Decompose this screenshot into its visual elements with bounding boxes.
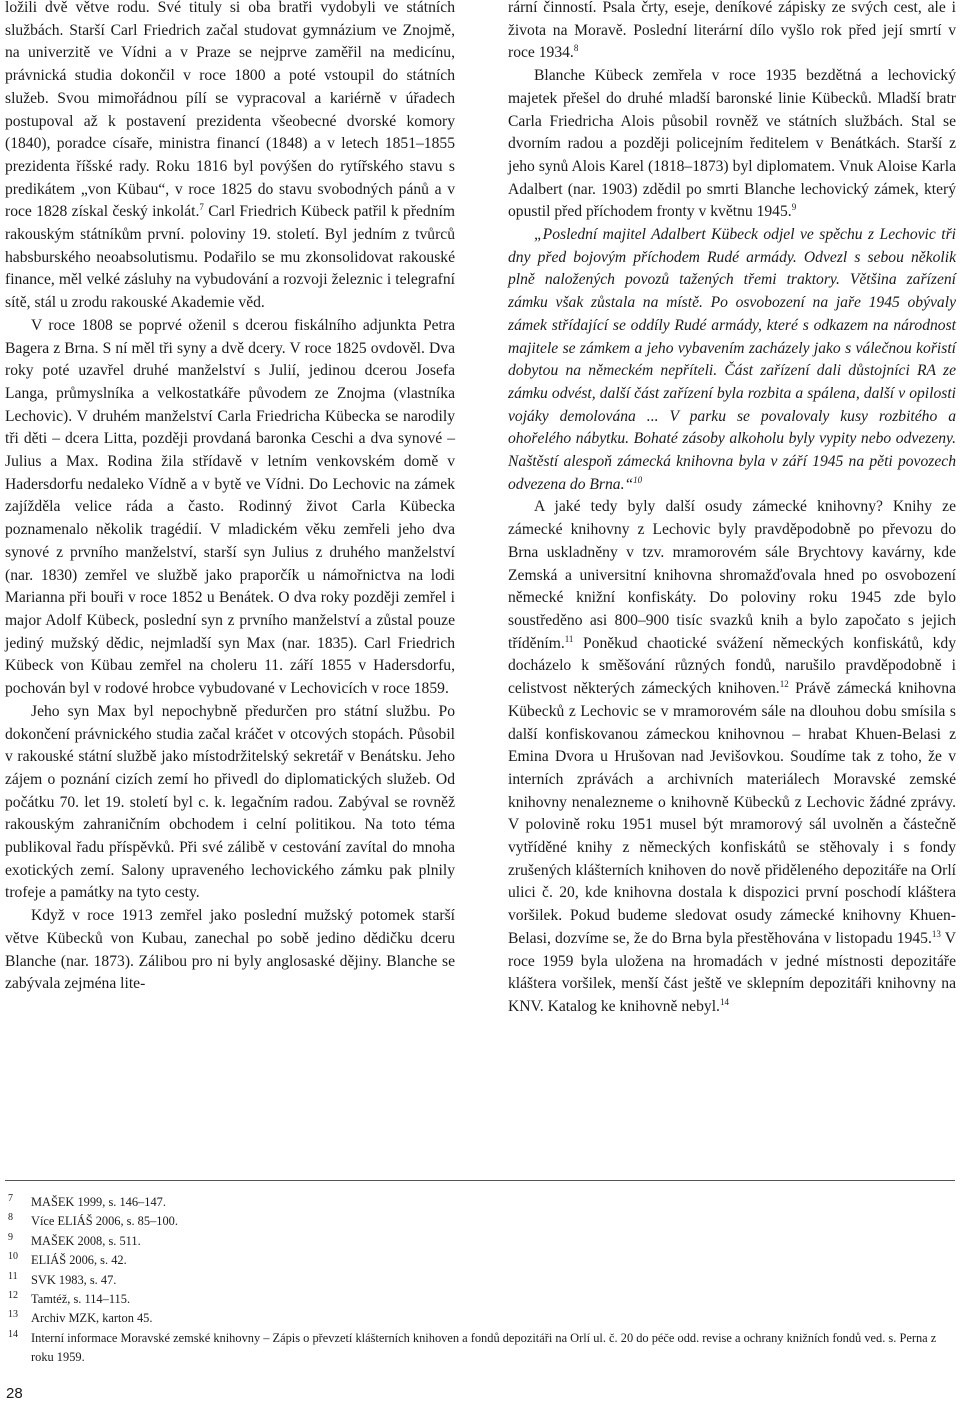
paragraph-text: Poněkud chaotické svážení německých konfiskátů, kdy docházelo k směšování různých fondů, narušilo pravděpodobně i celistvost některých zámeckých knihoven. bbox=[508, 634, 956, 698]
quotation-text: „Poslední majitel Adalbert Kübeck odjel ve spěchu z Lechovic tři dny před bojovým příchodem Rudé armády. Odvezl s sebou několik plně naložených povozů tažených třemi traktory. Většina zařízení zámku však zůstala na místě. Po osvobození na jaře 1945 obývaly zámek střídající se oddíly Rudé armády, které s odkazem na národnost majitele se zámkem a jeho vybavením zacházely jako s válečnou kořistí dobytou na německém nepříteli. Část zařízení dali důstojníci RA ze zámku odvést, další část zařízení byla rozbita a spálena, další v opilosti vojáky demolována ... V parku se povalovaly kusy rozbitého a ohořelého nábytku. Bohaté zásoby alkoholu byly vypity nebo odvezeny. Naštěstí alespoň zámecká knihovna byla v září 1945 na pěti povozech odvezena do Brna.“ bbox=[508, 226, 956, 493]
footnote-ref[interactable]: 12 bbox=[779, 679, 789, 690]
footnotes-section bbox=[8, 1193, 953, 1368]
footnote-ref[interactable]: 13 bbox=[931, 928, 941, 939]
footnote-number: 14 bbox=[8, 1328, 18, 1340]
paragraph bbox=[508, 0, 956, 65]
paragraph: Když v roce 1913 zemřel jako poslední mužský potomek starší větve Kübecků von Kubau, zanechal po sobě jedino dědičku dceru Blanche (nar. 1873). Zálibou pro ni byly anglosaské dějiny. Blanche se zabývala zejména lite- bbox=[5, 907, 455, 993]
footnote bbox=[8, 1290, 953, 1309]
footnote bbox=[8, 1193, 953, 1212]
footnote-number: 12 bbox=[8, 1290, 18, 1302]
footnote-text: Archiv MZK, karton 45. bbox=[31, 1311, 153, 1326]
footnote-text: Více ELIÁŠ 2006, s. 85–100. bbox=[31, 1214, 178, 1229]
footnote-text: ELIÁŠ 2006, s. 42. bbox=[31, 1253, 127, 1268]
paragraph-text: ložili dvě větve rodu. Své tituly si oba bratři vydobyli ve státních službách. Starší Carl Friedrich začal studovat gymnázium ve Znojmě, na univerzitě ve Vídni a v Praze se nejprve zaměřil na medicínu, právnická studia dokončil v roce 1800 a poté vstoupil do státních služeb. Svou mimořádnou pílí se vypracoval a kariérně v úřadech postupoval až k postavení prezidenta všeobecné dvorské komory (1840), poradce císaře, ministra financí (1848) a v letech 1851–1855 prezidenta říšské rady. Roku 1816 byl povýšen do rytířského stavu s predikátem „von Kübau“, v roce 1825 do stavu svobodných pánů a v roce 1828 získal český inkolát. bbox=[5, 0, 455, 221]
footnote-text: Tamtéž, s. 114–115. bbox=[31, 1292, 131, 1307]
page-number: 28 bbox=[6, 1385, 23, 1402]
footnote-number: 11 bbox=[8, 1270, 18, 1282]
paragraph: Jeho syn Max byl nepochybně předurčen pro státní službu. Po dokončení právnického studia začal kráčet v otcových stopách. Působil v rakouské státní službě jako místodržitelský sekretář v Benátsku. Jeho zájem o poznání cizích zemí ho přivedl do diplomatických služeb. Od počátku 70. let 19. století byl c. k. legačním radou. Zabýval se rovněž rakouským zahraničním obchodem i celní politikou. Na toto téma publikoval řadu příspěvků. Při své zálibě v cestování zavítal do mnoha exotických zemí. Salony upraveného lechovického zámku pak plnily trofeje a památky na tyto cesty. bbox=[5, 702, 455, 902]
paragraph-text: Právě zámecká knihovna Kübecků z Lechovic se v mramorovém sále na dlouhou dobu smísila s další konfiskovanou zámeckou knihovnou – hrabat Khuen-Belasi z Emina Dvora u Hrušovan nad Jevišovkou. Soudíme tak z toho, že v interních zprávách a archivních materiálech Moravské zemské knihovny nenalezneme o knihovně Kübecků z Lechovic žádné zprávy. V polovině roku 1951 musel být mramorový sál uvolněn a částečně vytříděné knihy z německých konfiskátů se stěhovaly i s fondy zrušených klášterních knihoven do nově přiděleného depozitáře na Orlí ulici č. 20, kde knihovna dostala k dispozici první poschodí kláštera voršilek. Pokud budeme sledovat osudy zámecké knihovny Khuen-Belasi, dozvíme se, že do Brna byla přestěhována v listopadu 1945. bbox=[508, 680, 956, 947]
footnote-number: 13 bbox=[8, 1309, 18, 1321]
footnote bbox=[8, 1309, 953, 1328]
footnote-ref[interactable]: 7 bbox=[199, 202, 204, 213]
footnote-text: MAŠEK 2008, s. 511. bbox=[31, 1233, 141, 1248]
footnote-ref[interactable]: 11 bbox=[564, 633, 574, 644]
footnote bbox=[8, 1232, 953, 1251]
footnote bbox=[8, 1271, 953, 1290]
footnote-number: 10 bbox=[8, 1251, 18, 1263]
footnote-text: Interní informace Moravské zemské knihovny – Zápis o převzetí klášterních knihoven a fondů depozitáři na Orlí ul. č. 20 do péče odd. revise a ochrany knižních fondů ved. s. Perna z roku 1959. bbox=[31, 1330, 937, 1365]
footnote-number: 9 bbox=[8, 1231, 13, 1243]
paragraph bbox=[508, 496, 956, 1018]
paragraph bbox=[508, 65, 956, 224]
right-text-column bbox=[508, 0, 956, 1019]
paragraph-text: A jaké tedy byly další osudy zámecké knihovny? Knihy ze zámecké knihovny z Lechovic byly pravděpodobně po převozu do Brna uskladněny v tzv. mramorovém sále Brychtovy kavárny, kde Zemská a universitní knihovna shromažďovala hned po osvobození německé knižní konfiskáty. Do poloviny roku 1945 zde bylo soustředěno asi 800–900 tisíc svazků knih a bylo započato s jejich tříděním. bbox=[508, 498, 956, 652]
footnote bbox=[8, 1212, 953, 1231]
left-text-column bbox=[5, 0, 455, 996]
quotation-paragraph bbox=[508, 224, 956, 496]
paragraph bbox=[5, 0, 455, 315]
footnote-separator bbox=[5, 1180, 955, 1181]
footnote-number: 8 bbox=[8, 1212, 13, 1224]
footnote bbox=[8, 1251, 953, 1270]
paragraph-text: V roce 1959 byla uložena na hromadách v jedné místnosti depozitáře kláštera voršilek, menší část ještě ve sklepním depozitáři knihovny na KNV. Katalog ke knihovně nebyl. bbox=[508, 929, 956, 1015]
footnote-ref[interactable]: 9 bbox=[791, 202, 797, 213]
footnote-text: MAŠEK 1999, s. 146–147. bbox=[31, 1195, 166, 1209]
footnote-ref[interactable]: 8 bbox=[573, 43, 579, 54]
footnote-number: 7 bbox=[8, 1193, 13, 1204]
paragraph: V roce 1808 se poprvé oženil s dcerou fiskálního adjunkta Petra Bagera z Brna. S ní měl tři syny a dvě dcery. V roce 1825 ovdověl. Dva roky poté uzavřel druhé manželství s Julií, jedinou dcerou Josefa Langa, průmyslníka a velkostatkáře původem ze Znojma (vlastníka Lechovic). V druhém manželství Carla Friedricha Kübecka se narodily tři děti – dcera Litta, později provdaná baronka Ceschi a dva synové – Julius a Max. Rodina žila střídavě v letním venkovském domě v Hadersdorfu nedaleko Vídně a v bytě ve Vídni. Do Lechovic na zámek zajížděla velice ráda a často. Rodinný život Carla Kübecka poznamenalo několik tragédií. V mladickém věku zemřeli jeho dva synové z prvního manželství, starší syn Julius z druhého manželství (nar. 1830) zemřel ve službě jako praporčík u námořnictva na lodi Marianna při bouři v roce 1852 u Benátek. O dva roky později zemřel i major Adolf Kübeck, poslední syn z prvního manželství a zůstal pouze jediný mužský dědic, nejmladší syn Max (nar. 1835). Carl Friedrich Kübeck von Kübau zemřel na choleru 11. září 1855 v Hadersdorfu, pochován byl v rodové hrobce vybudované v Lechovicích v roce 1859. bbox=[5, 316, 455, 698]
paragraph-text: Blanche Kübeck zemřela v roce 1935 bezdětná a lechovický majetek přešel do druhé mladší baronské linie Kübecků. Mladší bratr Carla Friedricha Alois působil rovněž ve státních službách. Stal se dvorním radou a později policejním ředitelem v Benátkách. Starší z jeho synů Alois Karel (1818–1873) byl diplomatem. Vnuk Aloise Karla Adalbert (nar. 1903) zdědil po smrti Blanche lechovický zámek, který opustil před příchodem fronty v květnu 1945. bbox=[508, 67, 956, 221]
paragraph-text: Carl Friedrich Kübeck patřil k předním rakouským státníkům první. poloviny 19. století. Byl jedním z tvůrců habsburského neoabsolutismu. Podařilo se mu zkonsolidovat rakouské finance, měl velké zásluhy na vybudování a rozvoji železnic i telegrafní sítě, stál u zrodu rakouské Akademie věd. bbox=[5, 203, 455, 312]
footnote-ref[interactable]: 10 bbox=[633, 474, 643, 485]
footnote-text: SVK 1983, s. 47. bbox=[31, 1272, 117, 1287]
footnote bbox=[8, 1329, 953, 1368]
paragraph-text: rární činností. Psala črty, eseje, deníkové zápisky ze svých cest, ale i života na Moravě. Poslední literární dílo vyšlo rok před její smrtí v roce 1934. bbox=[508, 0, 956, 62]
footnote-ref[interactable]: 14 bbox=[719, 996, 729, 1007]
